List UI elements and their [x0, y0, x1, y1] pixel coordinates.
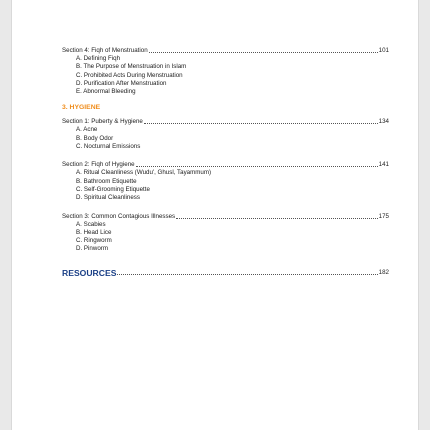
toc-entry-section-4[interactable] — [62, 47, 389, 55]
toc-subitem: C. Ringworm — [76, 237, 112, 245]
toc-subitem: B. Bathroom Etiquette — [76, 177, 137, 185]
toc-entry-page: 175 — [378, 212, 389, 220]
dot-leader — [149, 52, 378, 53]
toc-entry-title: Section 3: Common Contagious Illnesses — [62, 212, 176, 220]
dot-leader — [136, 166, 378, 167]
part-heading-hygiene: 3. HYGIENE — [62, 104, 101, 112]
toc-subitem: D. Pinworm — [76, 245, 108, 253]
toc-subitem: A. Defining Fiqh — [76, 55, 121, 62]
toc-subitem: B. Body Odor — [76, 134, 114, 142]
toc-entry-page: 101 — [378, 47, 389, 54]
toc-subitem: B. The Purpose of Menstruation in Islam — [76, 63, 187, 71]
dot-leader — [144, 123, 378, 124]
toc-subitem: A. Scabies — [76, 220, 106, 228]
toc-entry-section-3[interactable] — [62, 213, 389, 221]
dot-leader — [176, 218, 378, 219]
toc-subitem: C. Self-Grooming Etiquette — [76, 185, 150, 193]
toc-subitem: D. Purification After Menstruation — [76, 79, 167, 87]
toc-subitem: B. Head Lice — [76, 228, 112, 236]
toc-subitem: E. Abnormal Bleeding — [76, 88, 136, 96]
document-page — [11, 0, 419, 430]
toc-entry-section-1[interactable] — [62, 118, 389, 126]
toc-subitem: A. Acne — [76, 126, 98, 134]
toc-entry-section-2[interactable] — [62, 161, 389, 169]
toc-entry-page: 141 — [378, 161, 389, 169]
toc-entry-page: 182 — [378, 268, 389, 276]
toc-entry-page: 134 — [378, 118, 389, 126]
toc-entry-title: Section 1: Puberty & Hygiene — [62, 118, 143, 126]
toc-subitem: A. Ritual Cleanliness (Wudu', Ghusl, Tayammum) — [76, 169, 212, 177]
toc-entry-title: Section 2: Fiqh of Hygiene — [62, 161, 135, 169]
dot-leader — [117, 274, 377, 275]
table-of-contents — [62, 47, 389, 278]
toc-subitem: D. Spiritual Cleanliness — [76, 194, 140, 202]
toc-entry-title: Section 4: Fiqh of Menstruation — [62, 47, 148, 54]
toc-entry-title: RESOURCES — [62, 267, 117, 278]
toc-subitem: C. Nocturnal Emissions — [76, 143, 141, 151]
toc-subitem: C. Prohibited Acts During Menstruation — [76, 71, 183, 79]
toc-entry-resources[interactable] — [62, 268, 389, 278]
